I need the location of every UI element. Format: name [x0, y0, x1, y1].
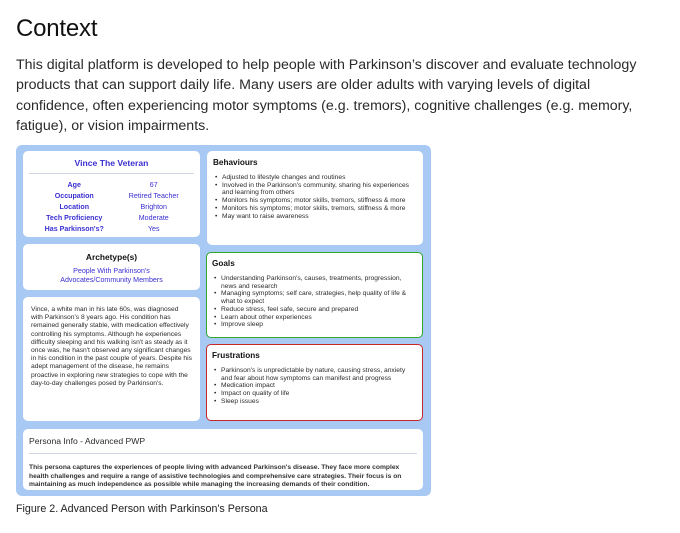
- list-item: • May want to raise awareness: [213, 213, 417, 221]
- archetype-list: [23, 267, 200, 285]
- list-item: • Adjusted to lifestyle changes and routines: [213, 174, 417, 182]
- persona-info-text: This persona captures the experiences of people living with advanced Parkinson's disease. They face more complex health challenges and require a range of assistive technologies and comprehensive care strategies. Their focus is on maintaining as much independence as possible while managing the increasing demands of their condition.: [29, 464, 402, 489]
- behaviours-card: [207, 151, 423, 245]
- frustrations-title: Frustrations: [212, 351, 260, 360]
- bio-text: Vince, a white man in his late 60s, was diagnosed with Parkinson's 8 years ago. His condition has remained generally stable, with medication effectively controlling his symptoms. Although he experiences difficulty sleeping and his walking isn't as steady as it once was, he hasn't observed any significant changes in his condition in the past couple of years. Despite his adept management of the disease, he remains proactive in exploring new strategies to cope with the day-to-day challenges posed by Parkinson's.: [31, 306, 192, 387]
- archetype-card: [23, 244, 200, 290]
- goals-title: Goals: [212, 259, 235, 268]
- list-item: • Sleep issues: [212, 398, 416, 406]
- detail-row-tech-proficiency: [23, 213, 200, 224]
- frustrations-list: [212, 367, 416, 406]
- list-item: • Monitors his symptoms; motor skills, tremors, stiffness & more: [213, 205, 417, 213]
- goals-card: [206, 252, 423, 338]
- detail-value: Brighton: [140, 203, 167, 211]
- detail-row-age: [23, 180, 200, 191]
- goals-list: [212, 275, 416, 329]
- list-item: • Improve sleep: [212, 321, 416, 329]
- profile-details: [23, 180, 200, 235]
- behaviours-list: [213, 174, 417, 220]
- list-item: • Impact on quality of life: [212, 390, 416, 398]
- list-item: • Managing symptoms; self care, strategies, help quality of life & what to expect: [212, 290, 416, 305]
- detail-label: Location: [59, 203, 90, 211]
- bio-card: [23, 297, 200, 421]
- intro-paragraph: This digital platform is developed to help people with Parkinson’s discover and evaluate technology products that can support daily life. Many users are older adults with varying levels of digital confidence, often experiencing motor symptoms (e.g. tremors), cognitive challenges (e.g. memory, fatigue), or vision impairments.: [16, 57, 637, 134]
- page-heading: Context: [16, 15, 98, 42]
- detail-label: Occupation: [54, 192, 94, 200]
- list-item: • Monitors his symptoms; motor skills, tremors, stiffness & more: [213, 197, 417, 205]
- archetype-item: People With Parkinson's: [73, 267, 150, 275]
- list-item: • Involved in the Parkinson's community, sharing his experiences and learning from others: [213, 182, 417, 197]
- behaviours-title: Behaviours: [213, 158, 258, 167]
- detail-row-location: [23, 202, 200, 213]
- detail-label: Tech Proficiency: [46, 214, 103, 222]
- frustrations-card: [206, 344, 423, 421]
- persona-name: Vince The Veteran: [29, 151, 194, 174]
- profile-card: [23, 151, 200, 237]
- list-item: • Learn about other experiences: [212, 314, 416, 322]
- list-item: • Understanding Parkinson's, causes, treatments, progression, news and research: [212, 275, 416, 290]
- detail-label: Has Parkinson's?: [44, 225, 104, 233]
- archetype-item: Advocates/Community Members: [60, 275, 163, 284]
- figure-caption: Figure 2. Advanced Person with Parkinson's Persona: [16, 503, 268, 515]
- persona-info-title: Persona Info - Advanced PWP: [29, 434, 417, 454]
- detail-value: Retired Teacher: [128, 192, 179, 200]
- persona-figure: [16, 145, 431, 496]
- detail-row-has-parkinsons: [23, 224, 200, 235]
- detail-label: Age: [67, 181, 81, 189]
- list-item: • Reduce stress, feel safe, secure and prepared: [212, 306, 416, 314]
- list-item: • Parkinson's is unpredictable by nature, causing stress, anxiety and fear about how symptoms can manifest and progress: [212, 367, 416, 382]
- detail-row-occupation: [23, 191, 200, 202]
- archetype-title: Archetype(s): [85, 252, 138, 262]
- detail-value: Yes: [147, 225, 160, 233]
- detail-value: Moderate: [138, 214, 169, 222]
- persona-info-card: [23, 429, 423, 490]
- list-item: • Medication impact: [212, 382, 416, 390]
- detail-value: 67: [149, 181, 158, 189]
